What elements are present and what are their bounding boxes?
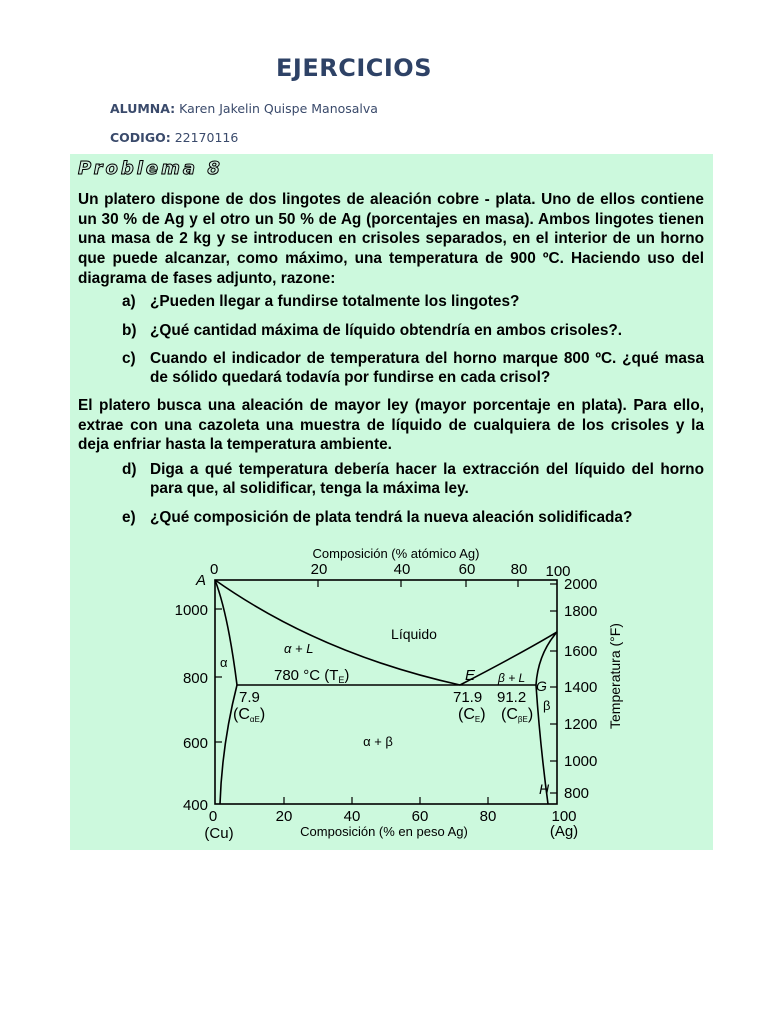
student-line bbox=[110, 101, 378, 116]
c-alpha-open: (C bbox=[233, 706, 250, 723]
region-beta-liquid: β + L bbox=[498, 671, 526, 685]
question-label: a) bbox=[122, 293, 136, 310]
point-e: E bbox=[465, 667, 476, 684]
bottom-tick-100: 100 bbox=[551, 808, 577, 825]
bottom-axis-ticks bbox=[284, 797, 488, 804]
c-beta-label bbox=[501, 706, 533, 724]
c-e-sub: E bbox=[474, 715, 481, 724]
bottom-tick-60: 60 bbox=[411, 808, 429, 825]
code-line bbox=[110, 130, 238, 145]
c-alpha-sub: αE bbox=[249, 715, 260, 724]
question-label: d) bbox=[122, 461, 137, 478]
top-axis-ticks bbox=[318, 580, 518, 587]
bottom-tick-40: 40 bbox=[343, 808, 361, 825]
right-axis-title: Temperatura (°F) bbox=[607, 623, 623, 729]
student-label: ALUMNA: bbox=[110, 101, 176, 116]
c-beta-close: ) bbox=[527, 706, 534, 723]
region-beta: β bbox=[543, 698, 551, 713]
eutectic-temp-close: ) bbox=[344, 667, 350, 684]
point-a: A bbox=[196, 572, 207, 589]
eutectic-temp-text: 780 °C (T bbox=[274, 667, 339, 684]
c-alpha-value: 7.9 bbox=[239, 689, 260, 706]
eutectic-temp-sub: E bbox=[338, 675, 345, 685]
question-label: b) bbox=[122, 322, 137, 339]
code-label: CODIGO: bbox=[110, 130, 171, 145]
student-name: Karen Jakelin Quispe Manosalva bbox=[179, 101, 378, 116]
solvus-left bbox=[220, 685, 237, 804]
region-alpha: α bbox=[220, 655, 228, 670]
c-e-open: (C bbox=[458, 706, 475, 723]
question-text: Cuando el indicador de temperatura del horno marque 800 ºC. ¿qué masa de sólido quedará todavía por fundirse en cada crisol? bbox=[150, 350, 704, 386]
question-text: Diga a qué temperatura debería hacer la extracción del líquido del horno para que, al solidificar, tenga la máxima ley. bbox=[150, 461, 704, 497]
right-tick-800: 800 bbox=[564, 785, 590, 802]
bottom-tick-20: 20 bbox=[275, 808, 293, 825]
c-beta-value: 91.2 bbox=[497, 689, 527, 706]
page-title: EJERCICIOS bbox=[276, 54, 432, 82]
right-axis-ticks bbox=[550, 584, 557, 793]
problem-panel bbox=[70, 154, 713, 850]
top-tick-100: 100 bbox=[545, 563, 571, 580]
c-beta-open: (C bbox=[501, 706, 518, 723]
region-liquid: Líquido bbox=[391, 626, 437, 642]
top-tick-80: 80 bbox=[510, 561, 528, 578]
c-beta-sub: βE bbox=[517, 715, 528, 724]
region-alpha-beta: α + β bbox=[363, 734, 393, 749]
c-e-close: ) bbox=[480, 706, 486, 723]
bottom-tick-0: 0 bbox=[208, 808, 218, 825]
right-tick-1000: 1000 bbox=[564, 753, 598, 770]
left-tick-800: 800 bbox=[182, 670, 208, 687]
c-e-value: 71.9 bbox=[453, 689, 483, 706]
region-alpha-liquid: α + L bbox=[284, 641, 314, 656]
problem-middle: El platero busca una aleación de mayor ley (mayor porcentaje en plata). Para ello, extrae con una cazoleta una muestra de líquido de cualquiera de los crisoles y la deja enfriar hasta la temperatura ambiente. bbox=[78, 397, 704, 454]
right-tick-1400: 1400 bbox=[564, 679, 598, 696]
bottom-tick-80: 80 bbox=[479, 808, 497, 825]
left-tick-400: 400 bbox=[182, 797, 208, 814]
right-tick-1600: 1600 bbox=[564, 643, 598, 660]
c-e-label bbox=[458, 706, 486, 724]
top-tick-40: 40 bbox=[393, 561, 411, 578]
problem-title: Problema 8 bbox=[78, 158, 223, 179]
top-tick-20: 20 bbox=[310, 561, 328, 578]
phase-diagram bbox=[70, 154, 713, 850]
ag-label: (Ag) bbox=[549, 823, 579, 840]
c-alpha-label bbox=[233, 706, 265, 724]
top-axis-title: Composición (% atómico Ag) bbox=[312, 546, 480, 561]
code-value: 22170116 bbox=[174, 130, 239, 145]
cu-label: (Cu) bbox=[204, 825, 234, 842]
question-text: ¿Qué composición de plata tendrá la nueva aleación solidificada? bbox=[150, 509, 633, 526]
question-text: ¿Qué cantidad máxima de líquido obtendría en ambos crisoles?. bbox=[150, 322, 623, 339]
question-text: ¿Pueden llegar a fundirse totalmente los lingotes? bbox=[150, 293, 520, 310]
left-axis-ticks bbox=[215, 609, 222, 742]
right-tick-1800: 1800 bbox=[564, 603, 598, 620]
bottom-axis-title: Composición (% en peso Ag) bbox=[300, 824, 468, 839]
problem-intro: Un platero dispone de dos lingotes de aleación cobre - plata. Uno de ellos contiene un 30 % de Ag y el otro un 50 % de Ag (porcentajes en masa). Ambos lingotes tienen una masa de 2 kg y se introducen en crisoles separados, en el interior de un horno que puede alcanzar, como máximo, una temperatura de 900 ºC. Haciendo uso del diagrama de fases adjunto, razone: bbox=[78, 191, 704, 287]
question-label: e) bbox=[122, 509, 136, 526]
left-tick-1000: 1000 bbox=[174, 602, 208, 619]
question-label: c) bbox=[122, 350, 136, 367]
eutectic-temperature-label bbox=[274, 667, 349, 685]
top-tick-60: 60 bbox=[458, 561, 476, 578]
top-tick-0: 0 bbox=[210, 561, 219, 578]
point-g: G bbox=[536, 678, 547, 694]
right-tick-1200: 1200 bbox=[564, 716, 598, 733]
right-tick-2000: 2000 bbox=[564, 576, 598, 593]
left-tick-600: 600 bbox=[182, 735, 208, 752]
c-alpha-close: ) bbox=[259, 706, 266, 723]
point-h: H bbox=[539, 781, 550, 797]
